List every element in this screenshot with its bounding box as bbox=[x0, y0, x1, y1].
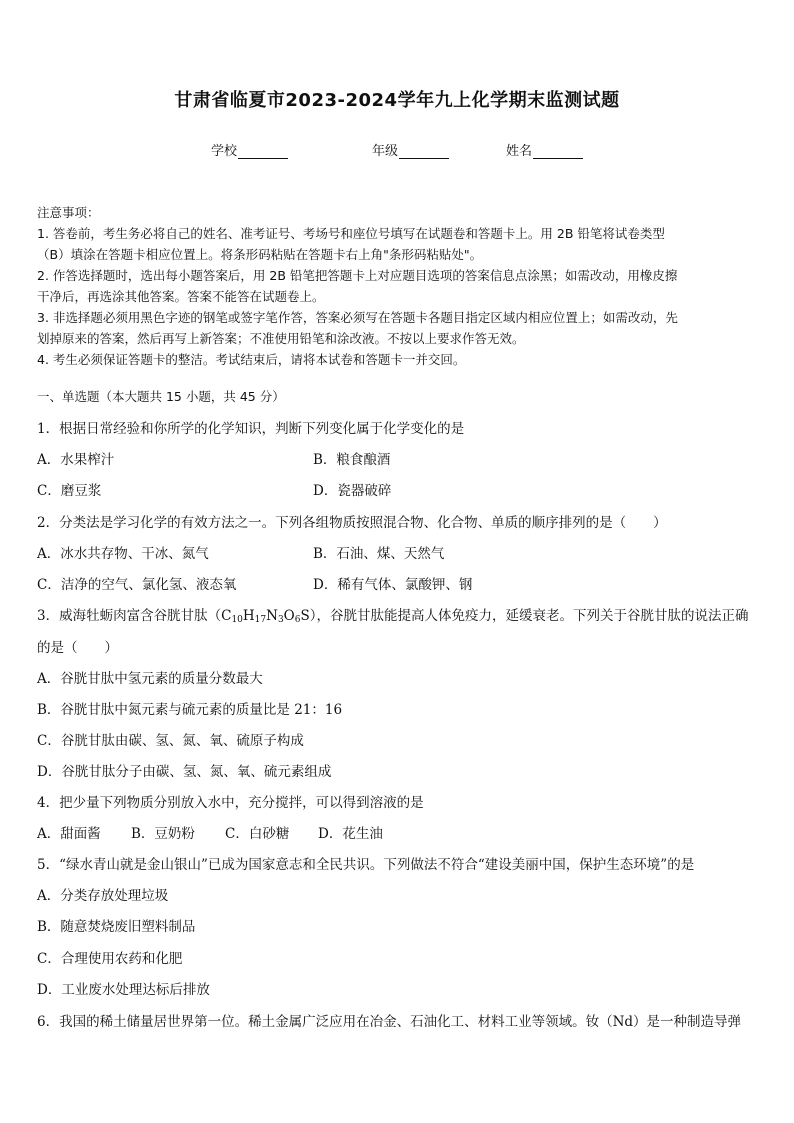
q2-option-a[interactable]: A．冰水共存物、干冰、氮气 bbox=[37, 546, 209, 562]
q5-option-d[interactable]: D．工业废水处理达标后排放 bbox=[37, 982, 210, 998]
q2-option-b[interactable]: B．石油、煤、天然气 bbox=[313, 546, 445, 562]
question-2-stem: 2．分类法是学习化学的有效方法之一。下列各组物质按照混合物、化合物、单质的顺序排列的是（ ） bbox=[37, 515, 667, 531]
notice-line: 干净后，再选涂其他答案。答案不能答在试题卷上。 bbox=[37, 289, 325, 304]
chemical-formula: $C_{10}H_{17}N_3O_6S$ bbox=[221, 608, 310, 625]
q3-option-b[interactable]: B．谷胱甘肽中氮元素与硫元素的质量比是 21：16 bbox=[37, 702, 343, 718]
q1-option-c[interactable]: C．磨豆浆 bbox=[37, 483, 102, 499]
name-field bbox=[506, 140, 583, 159]
notice-heading: 注意事项： bbox=[37, 205, 100, 220]
notice-line: 1. 答卷前，考生务必将自己的姓名、准考证号、考场号和座位号填写在试题卷和答题卡上。用 2B 铅笔将试卷类型 bbox=[37, 226, 665, 241]
q1-option-a[interactable]: A．水果榨汁 bbox=[37, 452, 115, 468]
q5-option-b[interactable]: B．随意焚烧废旧塑料制品 bbox=[37, 919, 196, 935]
question-4-stem: 4．把少量下列物质分别放入水中，充分搅拌，可以得到溶液的是 bbox=[37, 795, 424, 811]
grade-label: 年级 bbox=[372, 144, 399, 159]
question-5-stem: 5．“绿水青山就是金山银山”已成为国家意志和全民共识。下列做法不符合“建设美丽中国，保护生态环境”的是 bbox=[37, 857, 695, 873]
q4-option-b[interactable]: B．豆奶粉 bbox=[131, 826, 195, 842]
q4-option-c[interactable]: C．白砂糖 bbox=[225, 826, 290, 842]
question-1-stem: 1．根据日常经验和你所学的化学知识，判断下列变化属于化学变化的是 bbox=[37, 421, 465, 437]
q5-option-c[interactable]: C．合理使用农药和化肥 bbox=[37, 951, 183, 967]
grade-field bbox=[372, 140, 449, 159]
q2-option-c[interactable]: C．洁净的空气、氯化氢、液态氧 bbox=[37, 577, 237, 593]
q3-option-a[interactable]: A．谷胱甘肽中氢元素的质量分数最大 bbox=[37, 671, 263, 687]
q4-option-d[interactable]: D．花生油 bbox=[318, 826, 383, 842]
section-title: 一、单选题（本大题共 15 小题，共 45 分） bbox=[37, 389, 285, 404]
notice-line: 4. 考生必须保证答题卡的整洁。考试结束后，请将本试卷和答题卡一并交回。 bbox=[37, 352, 466, 367]
school-blank[interactable] bbox=[238, 146, 288, 159]
notice-line: （B）填涂在答题卡相应位置上。将条形码粘贴在答题卡右上角"条形码粘贴处"。 bbox=[37, 247, 483, 262]
notice-line: 划掉原来的答案，然后再写上新答案；不准使用铅笔和涂改液。不按以上要求作答无效。 bbox=[37, 331, 525, 346]
school-field bbox=[211, 140, 288, 159]
question-6-stem: 6．我国的稀土储量居世界第一位。稀土金属广泛应用在冶金、石油化工、材料工业等领域。钕（Nd）是一种制造导弹 bbox=[37, 1014, 742, 1030]
q3-option-d[interactable]: D．谷胱甘肽分子由碳、氢、氮、氧、硫元素组成 bbox=[37, 764, 332, 780]
notice-line: 3. 非选择题必须用黑色字迹的钢笔或签字笔作答，答案必须写在答题卡各题目指定区域内相应位置上；如需改动，先 bbox=[37, 310, 678, 325]
q5-option-a[interactable]: A．分类存放处理垃圾 bbox=[37, 888, 169, 904]
notice-line: 2. 作答选择题时，选出每小题答案后，用 2B 铅笔把答题卡上对应题目选项的答案信息点涂黑；如需改动，用橡皮擦 bbox=[37, 268, 678, 283]
grade-blank[interactable] bbox=[399, 146, 449, 159]
q1-option-d[interactable]: D．瓷器破碎 bbox=[313, 483, 392, 499]
question-3-stem: 3．威海牡蛎肉富含谷胱甘肽$(C_{10}H_{17}N_3O_6S)$，谷胱甘肽能提高人体免疫力，延缓衰老。下列关于谷胱甘肽的说法正确 bbox=[37, 608, 749, 625]
q3-option-c[interactable]: C．谷胱甘肽由碳、氢、氮、氧、硫原子构成 bbox=[37, 733, 304, 749]
question-3-stem-cont: 的是（ ） bbox=[37, 640, 118, 656]
q2-option-d[interactable]: D．稀有气体、氯酸钾、钢 bbox=[313, 577, 473, 593]
q4-option-a[interactable]: A．甜面酱 bbox=[37, 826, 101, 842]
page-title: 甘肃省临夏市2023-2024学年九上化学期末监测试题 bbox=[174, 90, 620, 111]
name-label: 姓名 bbox=[506, 144, 533, 159]
q1-option-b[interactable]: B．粮食酿酒 bbox=[313, 452, 391, 468]
school-label: 学校 bbox=[211, 144, 238, 159]
name-blank[interactable] bbox=[533, 146, 583, 159]
